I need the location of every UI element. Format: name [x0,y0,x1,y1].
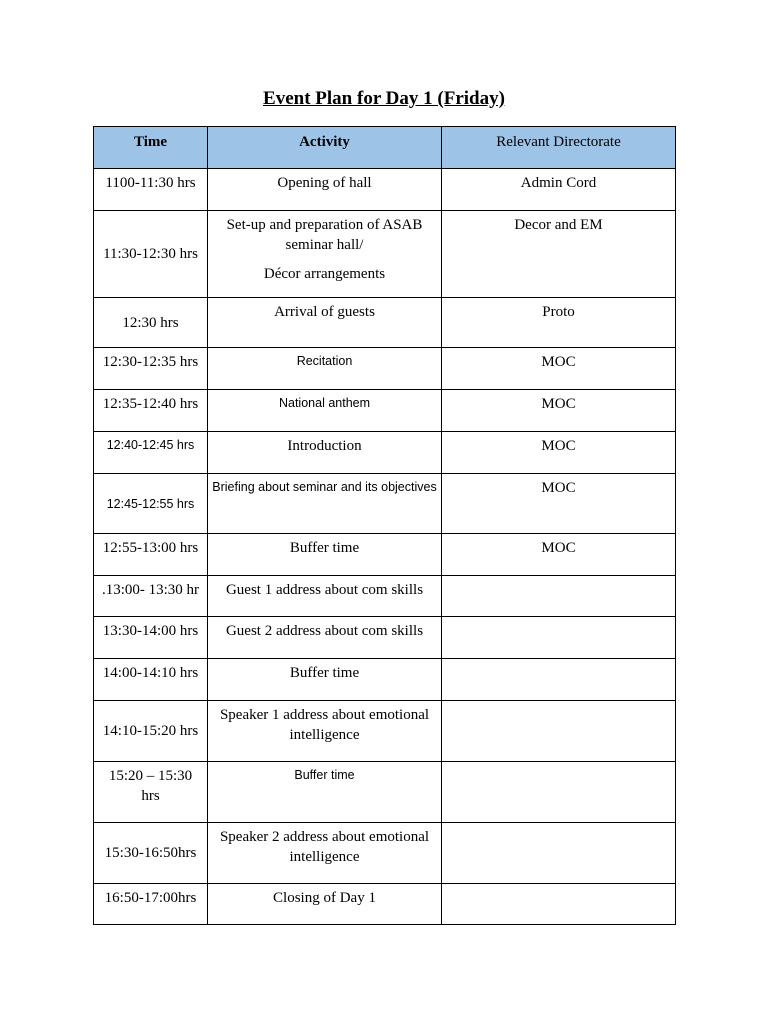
activity-line: Décor arrangements [263,266,386,282]
time-cell: 15:30-16:50hrs [94,823,208,884]
header-time: Time [94,127,208,169]
activity-cell: Arrival of guests [208,298,442,348]
time-cell: 12:30 hrs [94,298,208,348]
activity-cell: Opening of hall [208,169,442,211]
time-cell: 14:00-14:10 hrs [94,659,208,701]
header-directorate: Relevant Directorate [442,127,676,169]
activity-cell: Buffer time [208,534,442,576]
directorate-cell [442,884,676,925]
table-row [94,169,676,211]
activity-cell: Introduction [208,432,442,474]
activity-cell: Recitation [208,348,442,390]
activity-cell: National anthem [208,390,442,432]
activity-cell [208,211,442,298]
table-row [94,617,676,659]
directorate-cell: MOC [442,474,676,534]
table-row [94,762,676,823]
time-cell: 1100-11:30 hrs [94,169,208,211]
directorate-cell: MOC [442,390,676,432]
directorate-cell [442,617,676,659]
directorate-cell [442,576,676,617]
time-cell: 12:55-13:00 hrs [94,534,208,576]
directorate-cell [442,823,676,884]
time-cell: 13:30-14:00 hrs [94,617,208,659]
directorate-cell: MOC [442,534,676,576]
activity-cell: Speaker 1 address about emotional intelligence [208,701,442,762]
table-row [94,390,676,432]
table-row [94,576,676,617]
directorate-cell [442,659,676,701]
table-row [94,211,676,298]
table-row [94,884,676,925]
event-plan-table [93,126,676,925]
activity-cell: Speaker 2 address about emotional intelligence [208,823,442,884]
table-row [94,474,676,534]
directorate-cell: MOC [442,348,676,390]
activity-cell: Buffer time [208,659,442,701]
activity-cell: Buffer time [208,762,442,823]
table-row [94,701,676,762]
header-row [94,127,676,169]
activity-cell: Closing of Day 1 [208,884,442,925]
time-cell: 16:50-17:00hrs [94,884,208,925]
table-row [94,348,676,390]
time-cell: 12:45-12:55 hrs [94,474,208,534]
activity-cell: Guest 2 address about com skills [208,617,442,659]
directorate-cell [442,762,676,823]
time-cell: 14:10-15:20 hrs [94,701,208,762]
table-row [94,823,676,884]
time-cell: 12:30-12:35 hrs [94,348,208,390]
table-row [94,659,676,701]
time-cell: 12:40-12:45 hrs [94,432,208,474]
page-title: Event Plan for Day 1 (Friday) [263,88,505,109]
activity-cell: Guest 1 address about com skills [208,576,442,617]
directorate-cell [442,701,676,762]
time-cell: 15:20 – 15:30 hrs [94,762,208,823]
table-row [94,298,676,348]
table-row [94,432,676,474]
header-activity: Activity [208,127,442,169]
table-row [94,534,676,576]
time-cell: .13:00- 13:30 hr [94,576,208,617]
activity-line: Set-up and preparation of ASAB seminar hall/ [226,217,423,253]
time-cell: 11:30-12:30 hrs [94,211,208,298]
directorate-cell: Proto [442,298,676,348]
directorate-cell: Decor and EM [442,211,676,298]
directorate-cell: Admin Cord [442,169,676,211]
time-cell: 12:35-12:40 hrs [94,390,208,432]
activity-cell: Briefing about seminar and its objectives [208,474,442,534]
directorate-cell: MOC [442,432,676,474]
